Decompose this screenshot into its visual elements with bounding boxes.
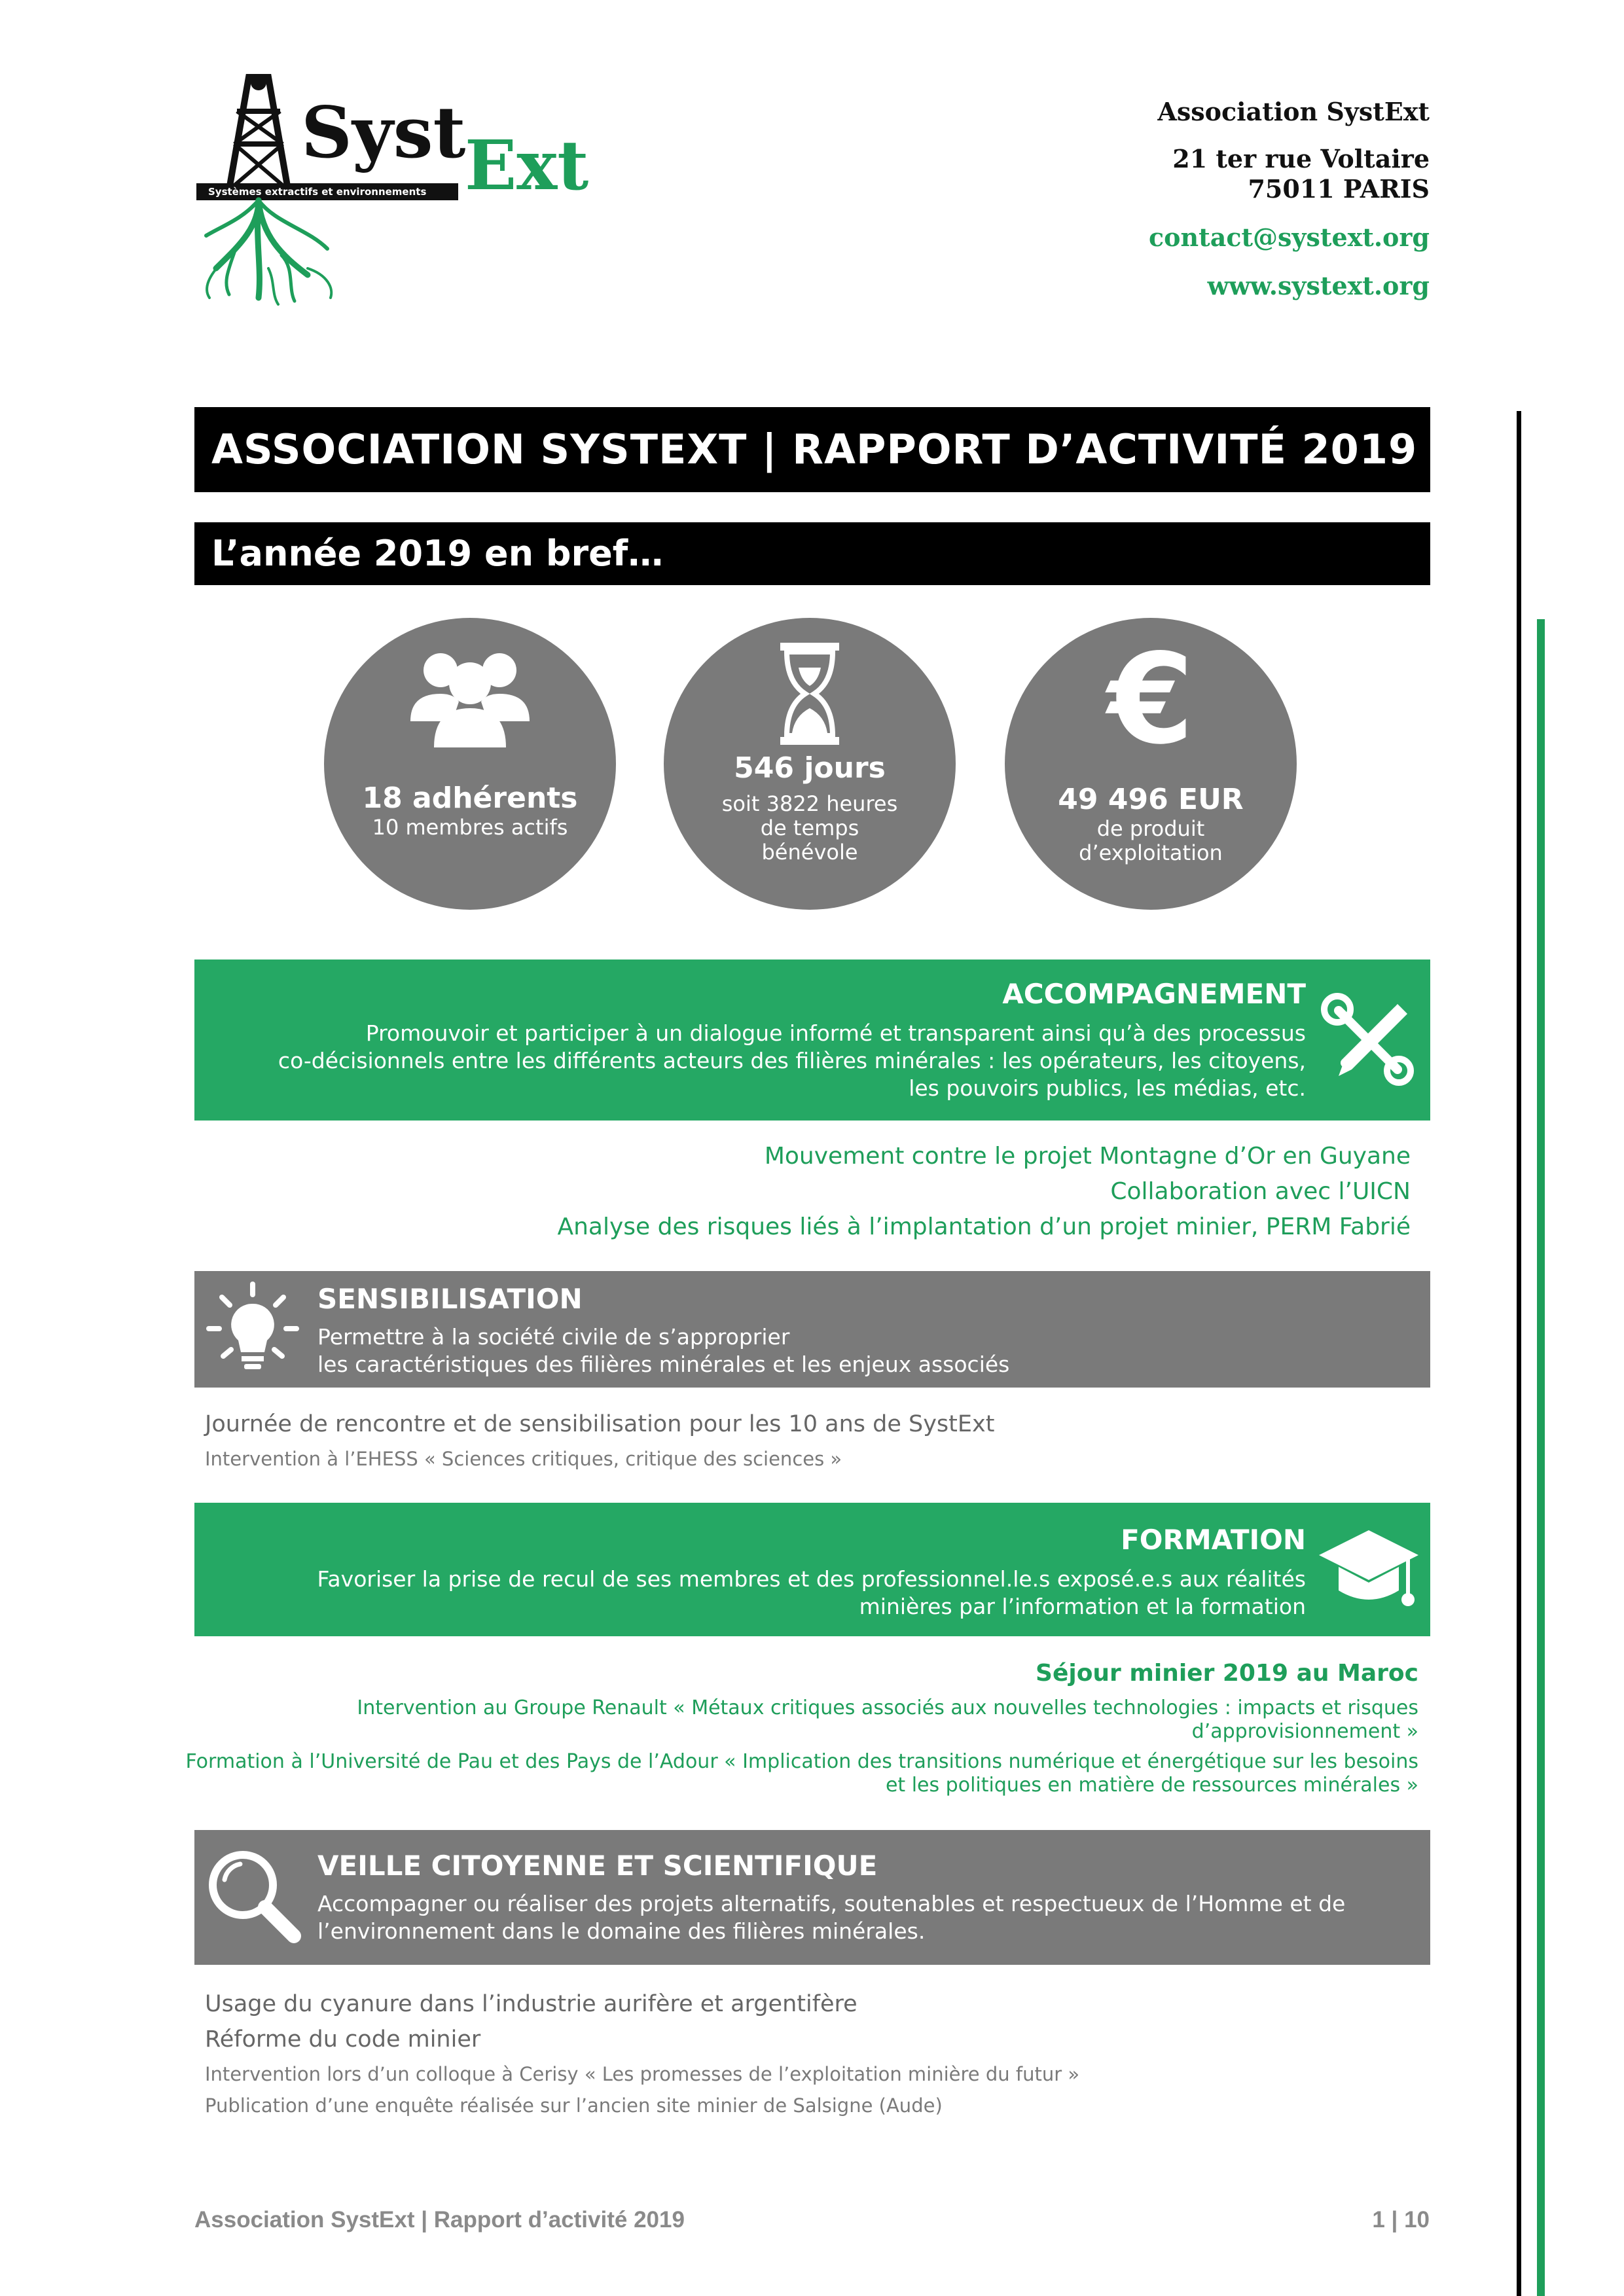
list-item: Intervention au Groupe Renault « Métaux critiques associés aux nouvelles technologies : impacts et risques bbox=[357, 1696, 1418, 1719]
margin-rule-black bbox=[1517, 411, 1521, 2296]
org-name: Association SystExt bbox=[1157, 97, 1430, 126]
logo-text-ext: Ext bbox=[465, 125, 589, 206]
section-heading: VEILLE CITOYENNE ET SCIENTIFIQUE bbox=[317, 1850, 878, 1882]
graduation-cap-icon bbox=[1316, 1526, 1421, 1618]
lightbulb-icon bbox=[204, 1280, 302, 1378]
formation-list bbox=[185, 1660, 1430, 1804]
section-accompagnement bbox=[194, 960, 1430, 1121]
stat-days-value: 546 jours bbox=[734, 751, 886, 785]
desc-line: minières par l’information et la formation bbox=[859, 1594, 1306, 1619]
section-description bbox=[317, 1566, 1306, 1621]
euro-icon bbox=[1005, 643, 1297, 747]
list-item: Usage du cyanure dans l’industrie aurifère et argentifère bbox=[205, 1991, 857, 2017]
stat-days-line-3: bénévole bbox=[761, 840, 858, 865]
desc-line: Accompagner ou réaliser des projets alternatifs, soutenables et respectueux de l’Homme et de bbox=[317, 1891, 1346, 1916]
list-item: Intervention à l’EHESS « Sciences critiques, critique des sciences » bbox=[205, 1448, 842, 1470]
list-item: Mouvement contre le projet Montagne d’Or en Guyane bbox=[764, 1143, 1411, 1170]
report-title: ASSOCIATION SYSTEXT | RAPPORT D’ACTIVITÉ 2019 bbox=[194, 407, 1430, 492]
stat-income-value: 49 496 EUR bbox=[1058, 783, 1244, 816]
hourglass-icon bbox=[664, 643, 956, 747]
desc-line: l’environnement dans le domaine des filières minérales. bbox=[317, 1918, 926, 1944]
page-number: 1 | 10 bbox=[1372, 2207, 1430, 2233]
list-item: Intervention lors d’un colloque à Cerisy « Les promesses de l’exploitation minière du futur » bbox=[205, 2063, 1080, 2085]
margin-rule-green bbox=[1537, 619, 1545, 2296]
section-heading: ACCOMPAGNEMENT bbox=[1002, 978, 1306, 1010]
stat-members bbox=[324, 618, 616, 910]
website-link[interactable]: www.systext.org bbox=[1207, 271, 1430, 300]
desc-line: co-décisionnels entre les différents acteurs des filières minérales : les opérateurs, les citoyens, bbox=[278, 1048, 1306, 1073]
stat-days bbox=[664, 618, 956, 910]
accompagnement-list bbox=[194, 1143, 1430, 1247]
systext-logo bbox=[196, 72, 589, 308]
section-sensibilisation bbox=[194, 1271, 1430, 1388]
stat-members-line: 10 membres actifs bbox=[372, 815, 568, 840]
stat-income bbox=[1005, 618, 1297, 910]
list-item: Formation à l’Université de Pau et des Pays de l’Adour « Implication des transitions numérique et énergétique sur les besoins bbox=[185, 1750, 1418, 1773]
footer-title: Association SystExt | Rapport d’activité 2019 bbox=[194, 2207, 685, 2233]
list-item: Analyse des risques liés à l’implantation d’un projet minier, PERM Fabrié bbox=[557, 1213, 1411, 1240]
desc-line: Promouvoir et participer à un dialogue informé et transparent ainsi qu’à des processus bbox=[365, 1020, 1306, 1046]
list-item: Publication d’une enquête réalisée sur l’ancien site minier de Salsigne (Aude) bbox=[205, 2094, 943, 2117]
list-item: Collaboration avec l’UICN bbox=[1110, 1178, 1411, 1205]
contact-email[interactable]: contact@systext.org bbox=[1149, 223, 1430, 252]
list-item: Séjour minier 2019 au Maroc bbox=[1036, 1660, 1418, 1687]
tools-icon bbox=[1319, 991, 1417, 1089]
list-item: Journée de rencontre et de sensibilisation pour les 10 ans de SystExt bbox=[205, 1411, 995, 1437]
logo-text-syst: Syst bbox=[301, 92, 466, 174]
stat-income-line-2: d’exploitation bbox=[1079, 840, 1223, 865]
section-veille bbox=[194, 1830, 1430, 1965]
list-item: d’approvisionnement » bbox=[1191, 1720, 1418, 1743]
brief-title: L’année 2019 en bref… bbox=[194, 522, 1430, 585]
desc-line: Favoriser la prise de recul de ses membres et des professionnel.le.s exposé.e.s aux réalités bbox=[317, 1566, 1306, 1592]
desc-line: les caractéristiques des filières minérales et les enjeux associés bbox=[317, 1352, 1010, 1377]
stat-days-line-1: soit 3822 heures bbox=[721, 791, 898, 816]
stat-members-value: 18 adhérents bbox=[362, 781, 578, 815]
svg-text:€: € bbox=[1107, 643, 1195, 747]
section-heading: FORMATION bbox=[1121, 1524, 1306, 1556]
list-item: Réforme du code minier bbox=[205, 2026, 481, 2053]
section-formation bbox=[194, 1503, 1430, 1636]
list-item: et les politiques en matière de ressources minérales » bbox=[885, 1774, 1418, 1797]
section-description bbox=[317, 1890, 1345, 1945]
stat-days-line-2: de temps bbox=[760, 816, 859, 840]
address-street: 21 ter rue Voltaire bbox=[1172, 144, 1430, 173]
desc-line: les pouvoirs publics, les médias, etc. bbox=[909, 1075, 1306, 1101]
section-heading: SENSIBILISATION bbox=[317, 1283, 583, 1315]
address-city: 75011 PARIS bbox=[1248, 174, 1430, 204]
section-description bbox=[317, 1323, 1009, 1378]
stat-income-line-1: de produit bbox=[1096, 816, 1205, 841]
people-icon bbox=[324, 643, 616, 747]
desc-line: Permettre à la société civile de s’approprier bbox=[317, 1324, 790, 1350]
logo-tagline: Systèmes extractifs et environnements bbox=[208, 186, 427, 198]
magnifier-icon bbox=[202, 1844, 307, 1949]
veille-list bbox=[194, 1991, 1430, 2122]
section-description bbox=[278, 1020, 1306, 1102]
sensibilisation-list bbox=[194, 1411, 1430, 1477]
